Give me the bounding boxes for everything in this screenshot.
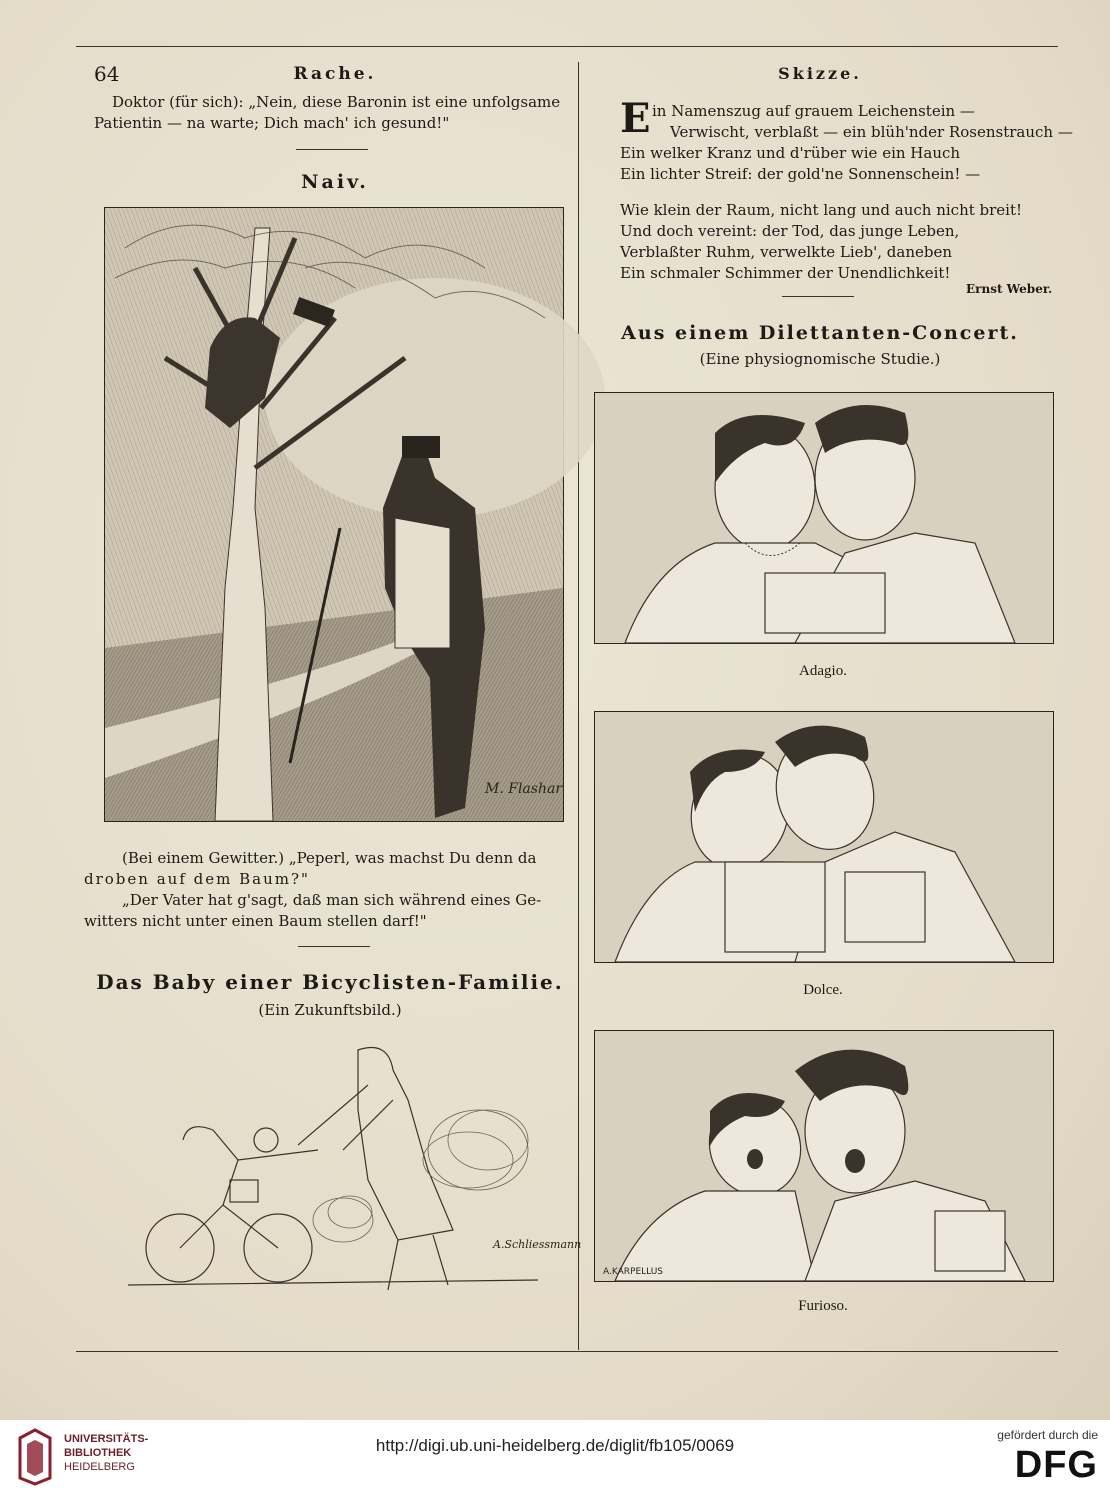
skizze-line-8: Ein schmaler Schimmer der Unendlichkeit!: [620, 264, 951, 282]
section-rule: [782, 296, 854, 297]
digital-url-link[interactable]: http://digi.ub.uni-heidelberg.de/diglit/fb105/0069: [375, 1436, 735, 1455]
baby-subtitle: (Ein Zukunftsbild.): [258, 1001, 402, 1019]
naiv-caption-2: droben auf dem Baum?": [84, 870, 310, 888]
adagio-illustration: [594, 392, 1054, 644]
skizze-line-1: in Namenszug auf grauem Leichenstein —: [652, 102, 975, 120]
adagio-caption: Adagio.: [799, 663, 847, 679]
naiv-caption-3: „Der Vater hat g'sagt, daß man sich während eines Ge-: [122, 891, 542, 909]
library-line-1: UNIVERSITÄTS-: [64, 1433, 149, 1445]
skizze-line-6: Und doch vereint: der Tod, das junge Leben,: [620, 222, 960, 240]
section-rule: [298, 946, 370, 947]
naiv-illustration: [104, 207, 564, 822]
section-rule: [296, 149, 368, 150]
svg-text:A.KARPELLUS: A.KARPELLUS: [603, 1267, 664, 1277]
furioso-caption: Furioso.: [798, 1298, 848, 1314]
dolce-caption: Dolce.: [803, 982, 843, 998]
concert-title: Aus einem Dilettanten-Concert.: [621, 322, 1019, 344]
baby-title: Das Baby einer Bicyclisten-Familie.: [96, 970, 564, 994]
column-divider: [578, 62, 579, 1350]
naiv-caption-1: (Bei einem Gewitter.) „Peperl, was machst Du denn da: [122, 849, 537, 867]
dfg-logo: DFG: [1014, 1444, 1098, 1486]
skizze-line-5: Wie klein der Raum, nicht lang und auch nicht breit!: [620, 201, 1023, 219]
bicycle-family-illustration: [118, 1030, 582, 1310]
furioso-illustration: [594, 1030, 1054, 1282]
skizze-line-7: Verblaßter Ruhm, verwelkte Lieb', daneben: [620, 243, 952, 261]
rache-line-1: Doktor (für sich): „Nein, diese Baronin ist eine unfolgsame: [112, 93, 561, 111]
skizze-title: Skizze.: [778, 64, 862, 83]
rache-line-2: Patientin — na warte; Dich mach' ich gesund!": [94, 114, 450, 132]
skizze-line-4: Ein lichter Streif: der gold'ne Sonnenschein! —: [620, 165, 981, 183]
skizze-initial-E: E: [620, 95, 651, 142]
dolce-illustration: [594, 711, 1054, 963]
svg-text:A.Schliessmann: A.Schliessmann: [493, 1238, 582, 1251]
skizze-line-3: Ein welker Kranz und d'rüber wie ein Hauch: [620, 144, 961, 162]
naiv-title: Naiv.: [301, 171, 369, 193]
concert-subtitle: (Eine physiognomische Studie.): [699, 350, 941, 368]
funding-text: gefördert durch die: [997, 1428, 1098, 1442]
skizze-line-2: Verwischt, verblaßt — ein blüh'nder Rosenstrauch —: [670, 123, 1073, 141]
naiv-caption-4: witters nicht unter einen Baum stellen darf!": [84, 912, 427, 930]
footer-bar: [0, 1420, 1110, 1494]
library-line-2: BIBLIOTHEK: [64, 1447, 132, 1459]
skizze-author: Ernst Weber.: [966, 282, 1053, 296]
svg-text:M. Flashar: M. Flashar: [485, 781, 563, 797]
library-line-3: HEIDELBERG: [64, 1461, 135, 1473]
page-number: 64: [94, 62, 120, 86]
rache-title: Rache.: [293, 64, 377, 84]
